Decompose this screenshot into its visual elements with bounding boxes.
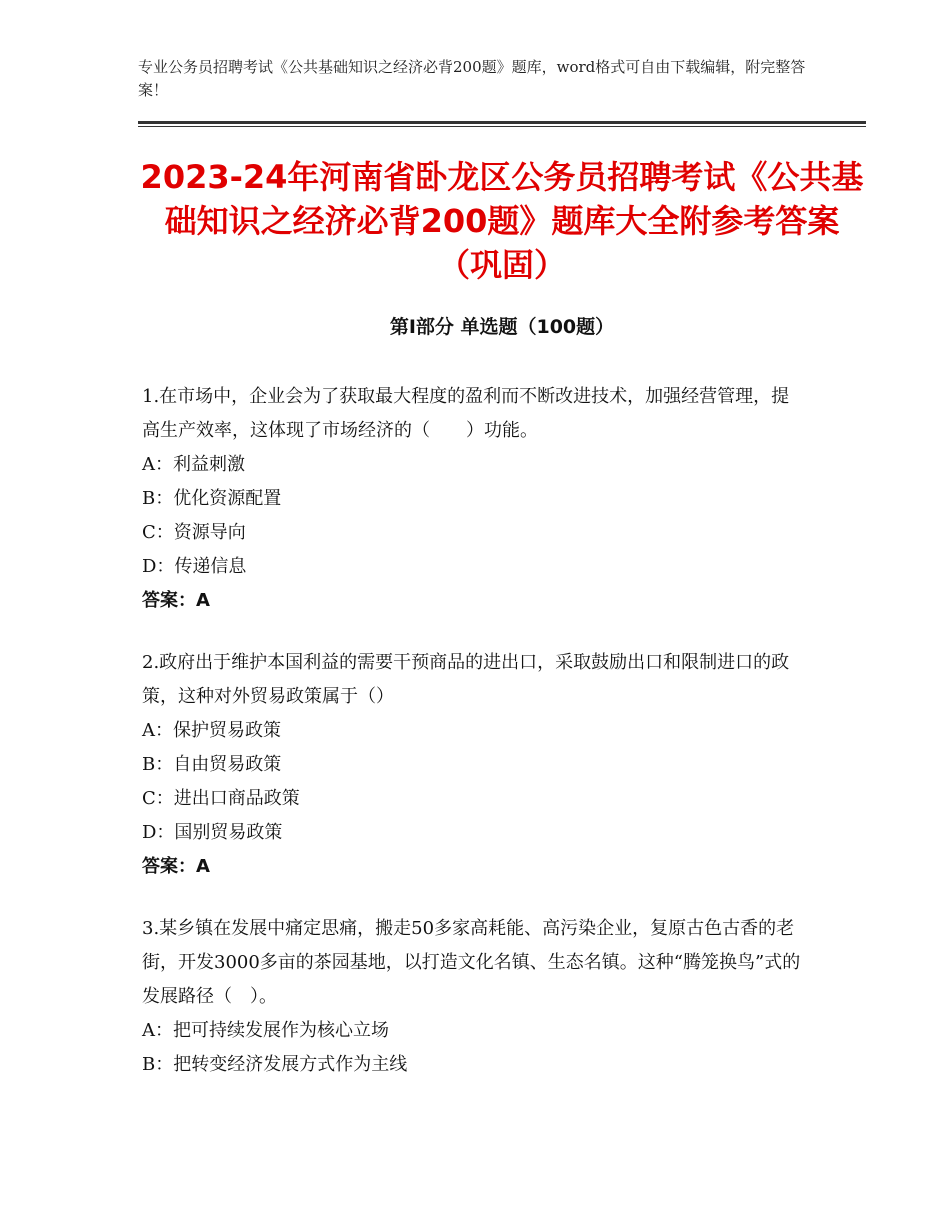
question-stem: 3.某乡镇在发展中痛定思痛，搬走50多家高耗能、高污染企业，复原古色古香的老街，开发3000多亩的茶园基地，以打造文化名镇、生态名镇。这种“腾笼换鸟”式的发展路径（ ）。: [142, 918, 801, 1007]
question-stem: 2.政府出于维护本国利益的需要干预商品的进出口，采取鼓励出口和限制进口的政策，这种对外贸易政策属于（）: [142, 652, 790, 707]
question-3: [142, 912, 806, 1082]
page-header: 专业公务员招聘考试《公共基础知识之经济必背200题》题库，word格式可自由下载编辑，附完整答案！: [138, 58, 806, 99]
document-title: 2023-24年河南省卧龙区公务员招聘考试《公共基础知识之经济必背200题》题库大全附参考答案（巩固）: [140, 158, 864, 284]
answer-line: 答案：A: [142, 590, 210, 611]
option-a: A：保护贸易政策: [142, 720, 281, 741]
question-list: [142, 380, 806, 1110]
option-c: C：进出口商品政策: [142, 788, 300, 809]
question-1: [142, 380, 806, 618]
option-b: B：自由贸易政策: [142, 754, 282, 775]
section-heading: 第Ⅰ部分 单选题（100题）: [389, 316, 615, 338]
header-divider-thin: [138, 126, 866, 127]
answer-line: 答案：A: [142, 856, 210, 877]
option-c: C：资源导向: [142, 522, 246, 543]
option-a: A：利益刺激: [142, 454, 245, 475]
header-divider-thick: [138, 121, 866, 124]
option-d: D：传递信息: [142, 556, 247, 577]
question-2: [142, 646, 806, 884]
question-stem: 1.在市场中，企业会为了获取最大程度的盈利而不断改进技术，加强经营管理，提高生产效率，这体现了市场经济的（ ）功能。: [142, 386, 790, 441]
option-b: B：优化资源配置: [142, 488, 282, 509]
option-d: D：国别贸易政策: [142, 822, 283, 843]
option-b: B：把转变经济发展方式作为主线: [142, 1054, 408, 1075]
option-a: A：把可持续发展作为核心立场: [142, 1020, 389, 1041]
